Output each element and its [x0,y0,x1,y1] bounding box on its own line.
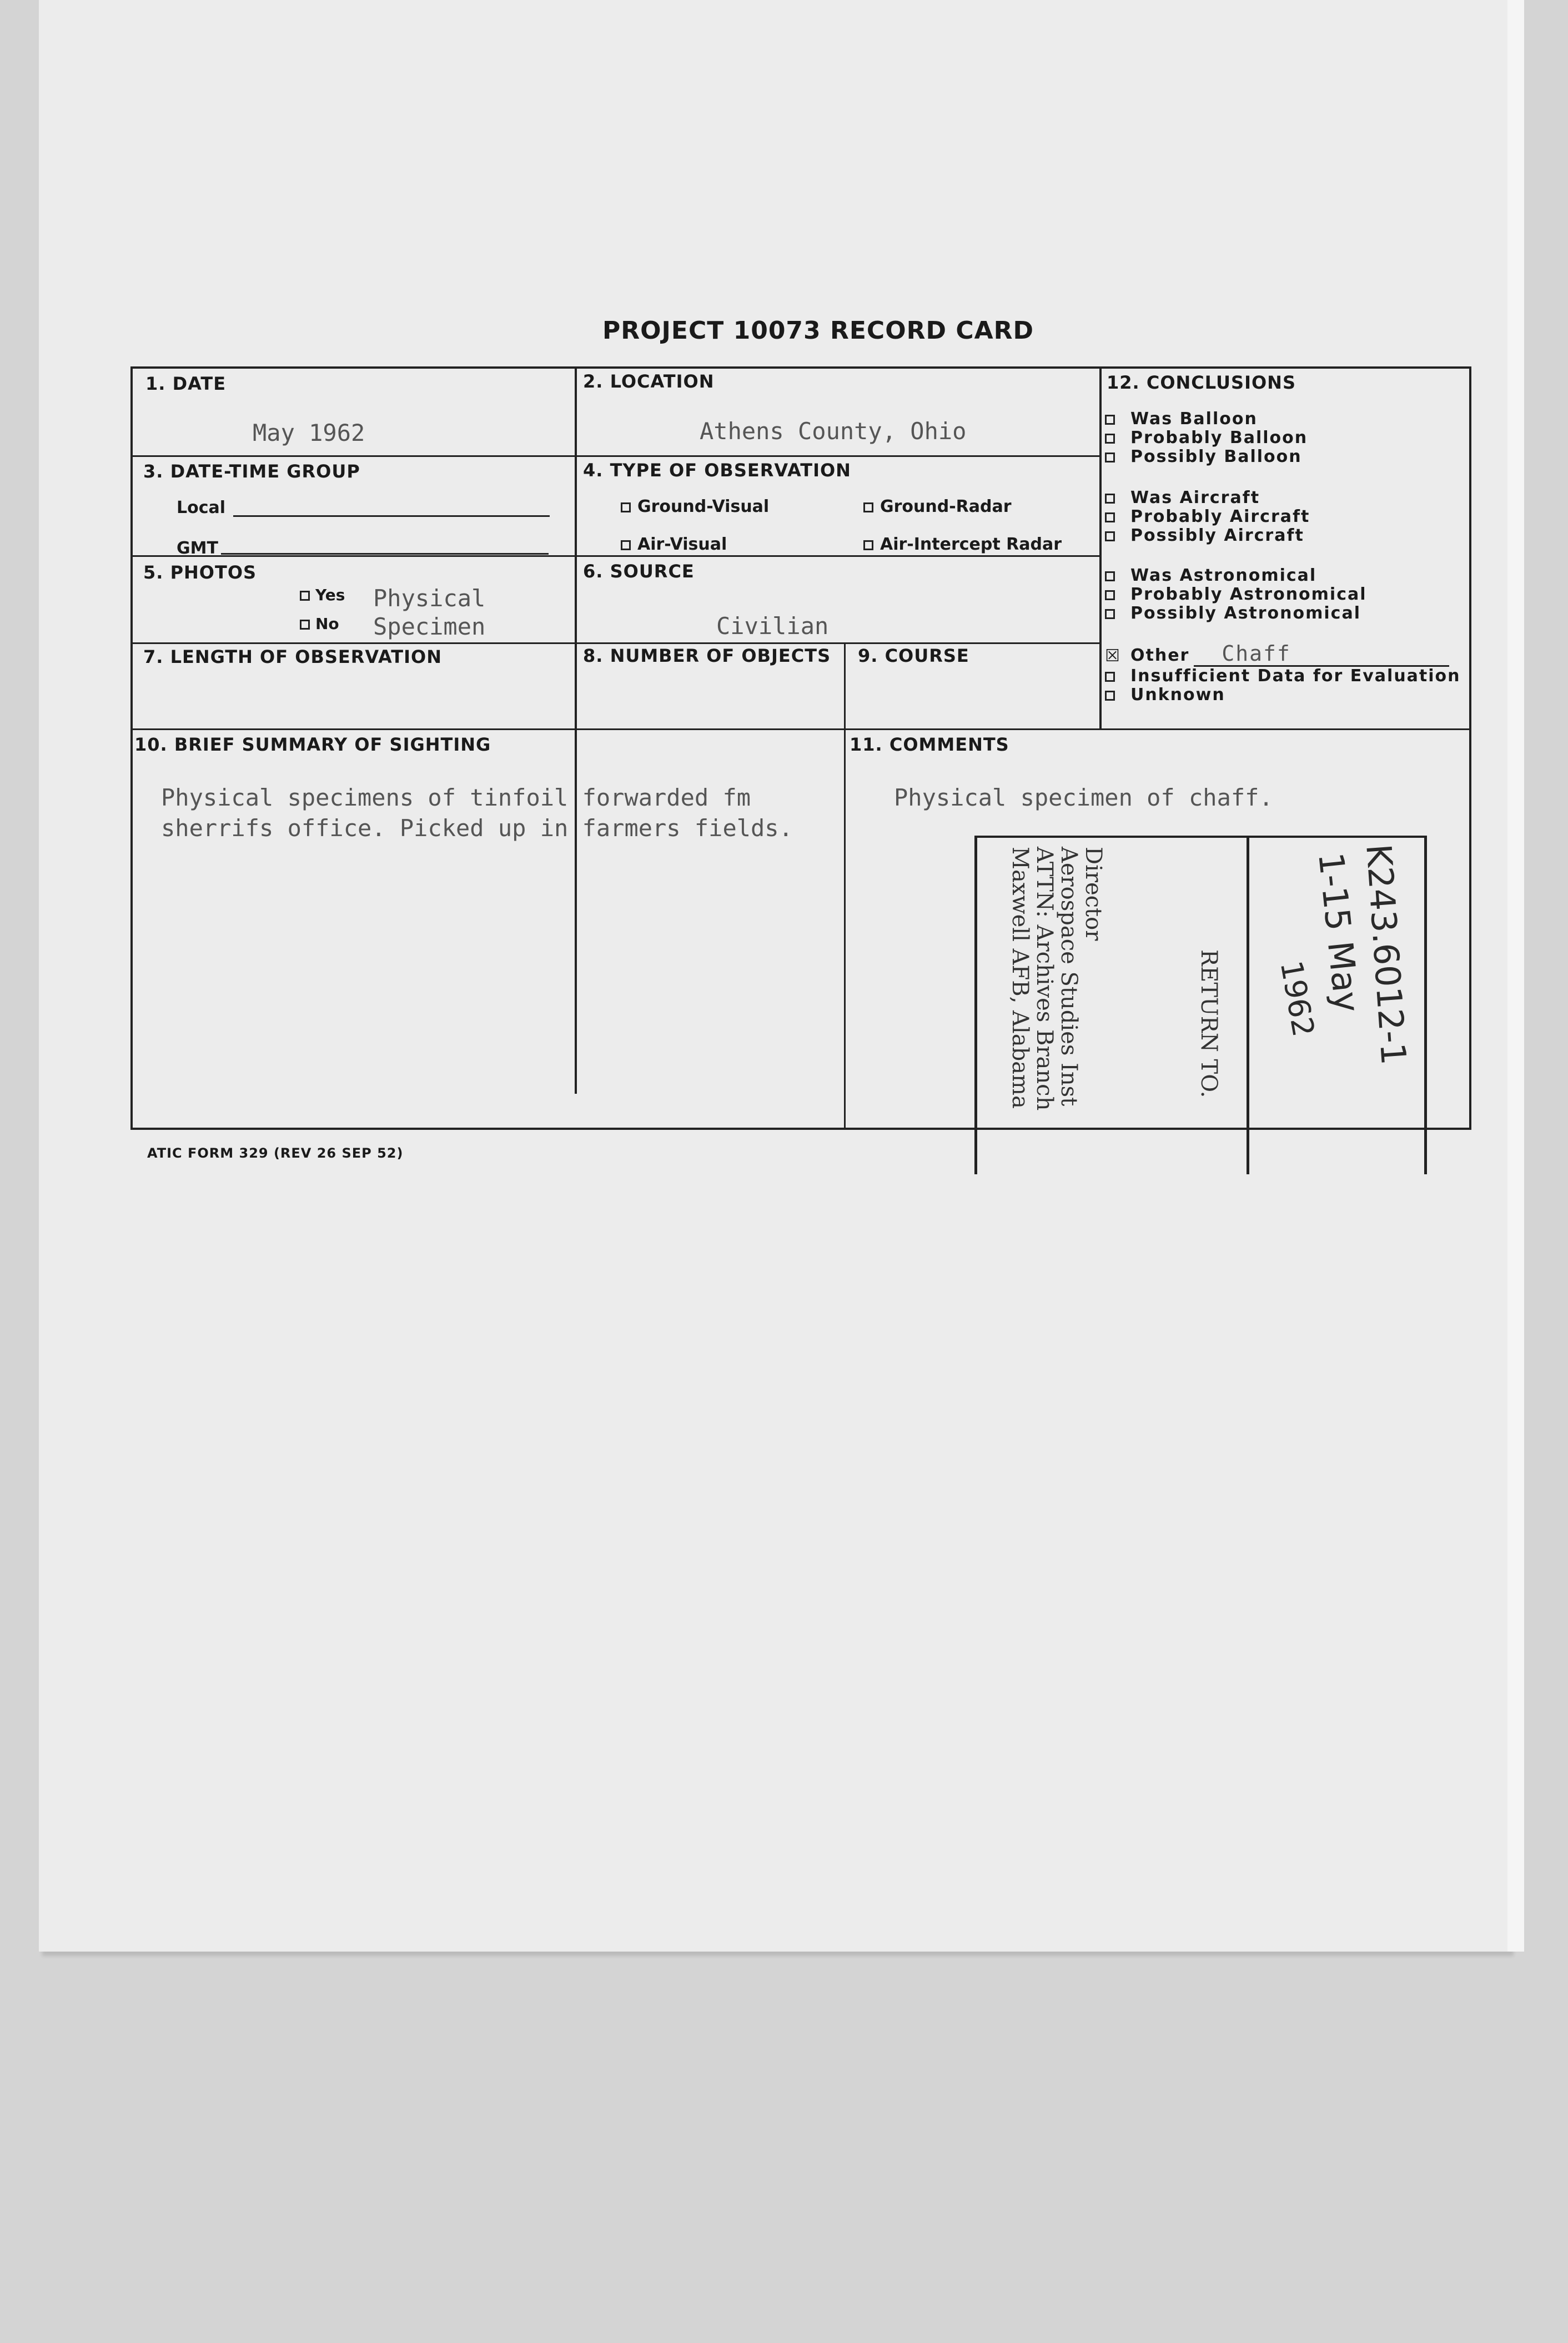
no-label: No [315,615,339,633]
checkbox[interactable] [1105,494,1115,504]
option-label: Air-Intercept Radar [880,535,1062,554]
conclusion-text: Probably Balloon [1130,428,1308,448]
checkbox[interactable] [1105,590,1115,600]
form-footer: ATIC FORM 329 (REV 26 SEP 52) [147,1145,404,1161]
summary-line-1: Physical specimens of tinfoil forwarded fm [161,784,751,811]
yes-label: Yes [315,586,345,604]
stamp-line: ATTN: Archives Branch [1032,847,1057,1111]
conclusion-option[interactable] [1105,489,1310,507]
checkbox[interactable] [1105,512,1115,522]
divider [130,642,1102,644]
photos-note-2: Specimen [373,613,486,640]
date-value: May 1962 [253,419,365,446]
divider [844,642,846,1130]
divider [1099,366,1102,730]
air-visual-option[interactable] [621,535,727,554]
conclusion-text: Unknown [1130,685,1225,705]
card-title: PROJECT 10073 RECORD CARD [602,316,1034,345]
checkbox[interactable] [1105,571,1115,581]
checkbox[interactable] [1105,691,1115,701]
stamp-line: Maxwell AFB, Alabama [1007,847,1033,1109]
course-label: 9. COURSE [858,645,969,666]
checkbox[interactable] [621,502,631,512]
option-label: Ground-Radar [880,497,1012,516]
date-label: 1. DATE [145,373,227,394]
stamp-line: Director [1080,847,1106,941]
conclusion-option[interactable] [1105,410,1308,429]
conclusions-label: 12. CONCLUSIONS [1107,372,1296,393]
stamp-border [974,836,1427,838]
conclusion-other[interactable] [1105,641,1461,667]
stamp-border [974,836,977,1174]
stamp-border [1424,836,1427,1174]
divider [575,366,577,1094]
checkbox[interactable] [300,591,310,601]
conclusion-text: Possibly Balloon [1130,447,1302,466]
local-line [233,515,550,517]
conclusion-group-astronomical [1105,566,1367,623]
summary-label: 10. BRIEF SUMMARY OF SIGHTING [134,734,491,755]
conclusion-text: Probably Aircraft [1130,507,1310,526]
other-line [1194,641,1449,667]
conclusion-option[interactable] [1105,604,1367,623]
handwritten-ref: K243.6012-1 [1358,842,1414,1067]
conclusion-group-aircraft [1105,489,1310,545]
photos-no[interactable] [300,615,339,633]
checkbox[interactable] [1105,672,1115,682]
option-label: Ground-Visual [637,497,770,516]
photos-note-1: Physical [373,585,486,612]
handwritten-year: 1962 [1273,958,1321,1039]
conclusion-text: Was Balloon [1130,409,1258,429]
checkbox[interactable] [1105,609,1115,619]
conclusion-option[interactable] [1105,507,1310,526]
conclusion-text: Insufficient Data for Evaluation [1130,666,1461,686]
checked-mark-icon[interactable]: ☒ [1105,646,1121,666]
paper-edge [1507,0,1524,1952]
checkbox[interactable] [1105,531,1115,541]
divider [130,455,1102,457]
photos-yes[interactable] [300,586,345,604]
source-value: Civilian [716,612,829,640]
dtg-label: 3. DATE-TIME GROUP [143,461,360,482]
conclusion-option[interactable] [1105,667,1461,686]
location-value: Athens County, Ohio [700,418,967,445]
stamp-address [1008,847,1105,1135]
divider [130,728,1471,730]
conclusion-option[interactable] [1105,585,1367,604]
comments-value: Physical specimen of chaff. [894,784,1273,811]
other-value: Chaff [1222,641,1291,666]
conclusion-option[interactable] [1105,448,1308,466]
gmt-line [221,553,549,555]
conclusion-text: Was Astronomical [1130,566,1317,585]
checkbox[interactable] [300,620,310,630]
checkbox[interactable] [1105,452,1115,462]
conclusion-option[interactable] [1105,686,1461,705]
checkbox[interactable] [621,540,631,550]
checkbox[interactable] [863,540,873,550]
conclusion-text: Was Aircraft [1130,488,1260,507]
length-label: 7. LENGTH OF OBSERVATION [143,646,442,667]
air-intercept-radar-option[interactable] [863,535,1062,554]
conclusion-option[interactable] [1105,429,1308,448]
summary-line-2: sherrifs office. Picked up in farmers fields. [161,814,793,842]
stamp-line: Aerospace Studies Inst [1056,847,1082,1107]
stamp-return-to: RETURN TO. [1196,949,1222,1098]
conclusion-text: Probably Astronomical [1130,585,1367,604]
obs-type-label: 4. TYPE OF OBSERVATION [583,460,851,481]
handwritten-annotation [1249,838,1416,1116]
checkbox[interactable] [1105,434,1115,444]
ground-visual-option[interactable] [621,497,769,516]
conclusion-group-other [1105,641,1461,705]
conclusion-text: Possibly Aircraft [1130,526,1304,545]
photos-label: 5. PHOTOS [143,562,257,583]
conclusion-text: Possibly Astronomical [1130,604,1361,623]
handwritten-dates: 1-15 May [1310,850,1368,1014]
checkbox[interactable] [863,502,873,512]
other-label: Other [1130,646,1190,665]
checkbox[interactable] [1105,415,1115,425]
conclusion-option[interactable] [1105,526,1310,545]
source-label: 6. SOURCE [583,561,695,582]
option-label: Air-Visual [637,535,727,554]
local-label: Local [177,498,226,517]
conclusion-group-balloon [1105,410,1308,466]
ground-radar-option[interactable] [863,497,1012,516]
conclusion-option[interactable] [1105,566,1367,585]
location-label: 2. LOCATION [583,371,715,392]
num-objects-label: 8. NUMBER OF OBJECTS [583,645,831,666]
comments-label: 11. COMMENTS [850,734,1009,755]
gmt-label: GMT [177,539,218,558]
divider [130,555,1102,557]
